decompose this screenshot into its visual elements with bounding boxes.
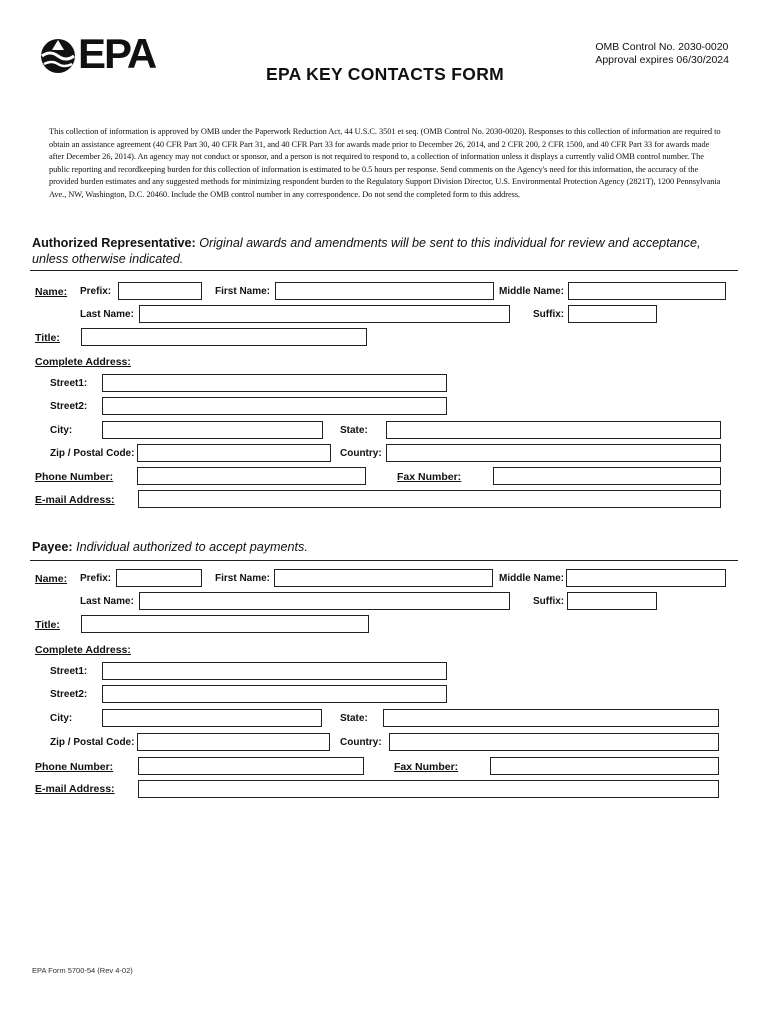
omb-control-number: OMB Control No. 2030-0020	[595, 41, 729, 53]
payee-middle-name-input[interactable]	[566, 569, 726, 587]
payee-state-input[interactable]	[383, 709, 719, 727]
rep-street1-input[interactable]	[102, 374, 447, 392]
payee-street2-input[interactable]	[102, 685, 447, 703]
page-title: EPA KEY CONTACTS FORM	[265, 64, 505, 84]
payee-phone-label: Phone Number:	[35, 761, 114, 773]
payee-email-label: E-mail Address:	[35, 783, 115, 795]
rep-heading: Authorized Representative:	[32, 236, 196, 250]
payee-title-input[interactable]	[81, 615, 369, 633]
rep-name-label: Name:	[35, 286, 68, 298]
form-number-footer: EPA Form 5700-54 (Rev 4-02)	[32, 966, 133, 975]
rep-state-label: State:	[340, 425, 368, 436]
payee-title-label: Title:	[35, 619, 60, 631]
payee-section-heading	[32, 540, 732, 556]
payee-suffix-label: Suffix:	[533, 596, 565, 607]
rep-description: Original awards and amendments will be sent to this individual for review and acceptance, unless otherwise indicated.	[32, 236, 701, 266]
rep-city-label: City:	[50, 425, 73, 436]
payee-city-label: City:	[50, 713, 73, 724]
payee-first-name-label: First Name:	[215, 573, 271, 584]
payee-prefix-input[interactable]	[116, 569, 202, 587]
payee-street2-label: Street2:	[50, 689, 88, 700]
payee-last-name-label: Last Name:	[80, 596, 134, 607]
rep-middle-name-input[interactable]	[568, 282, 726, 300]
rep-phone-input[interactable]	[137, 467, 366, 485]
rep-first-name-input[interactable]	[275, 282, 494, 300]
rep-city-input[interactable]	[102, 421, 323, 439]
rep-suffix-label: Suffix:	[533, 309, 565, 320]
rep-zip-label: Zip / Postal Code:	[50, 448, 135, 459]
payee-country-label: Country:	[340, 737, 382, 748]
payee-name-label: Name:	[35, 573, 68, 585]
rep-prefix-label: Prefix:	[80, 286, 112, 297]
payee-zip-input[interactable]	[137, 733, 330, 751]
payee-first-name-input[interactable]	[274, 569, 493, 587]
payee-description: Individual authorized to accept payments.	[76, 540, 308, 554]
payee-email-input[interactable]	[138, 780, 719, 798]
payee-city-input[interactable]	[102, 709, 322, 727]
payee-suffix-input[interactable]	[567, 592, 657, 610]
rep-last-name-label: Last Name:	[80, 309, 134, 320]
rep-prefix-input[interactable]	[118, 282, 202, 300]
payee-street1-input[interactable]	[102, 662, 447, 680]
rep-first-name-label: First Name:	[215, 286, 271, 297]
payee-middle-name-label: Middle Name:	[499, 573, 565, 584]
payee-prefix-label: Prefix:	[80, 573, 112, 584]
rep-state-input[interactable]	[386, 421, 721, 439]
rep-address-label: Complete Address:	[35, 356, 131, 368]
paperwork-notice: This collection of information is approved by OMB under the Paperwork Reduction Act, 44 U.S.C. 3501 et seq. (OMB Control No. 2030-0020). Responses to this collection of information are required to obtain an assistance agreement (40 CFR Part 30, 40 CFR Part 31, and 40 CFR Part 33 for awards made prior to December 26, 2014, and 2 CFR 200, 2 CFR 1500, and 40 CFR Part 33 for awards made after December 26, 2014). An agency may not conduct or sponsor, and a person is not required to respond to, a collection of information unless it displays a currently valid OMB control number. The public reporting and recordkeeping burden for this collection of information is estimated to be 0.5 hours per response. Send comments on the Agency's need for this information, the accuracy of the provided burden estimates and any suggested methods for minimizing respondent burden to the Regulatory Support Division Director, U.S. Environmental Protection Agency (2821T), 1200 Pennsylvania Ave., NW, Washington, D.C. 20460. Include the OMB control number in any correspondence. Do not send the completed form to this address.	[49, 127, 721, 199]
rep-title-label: Title:	[35, 332, 60, 344]
payee-country-input[interactable]	[389, 733, 719, 751]
rep-email-label: E-mail Address:	[35, 494, 115, 506]
rep-title-input[interactable]	[81, 328, 367, 346]
payee-last-name-input[interactable]	[139, 592, 510, 610]
rep-street1-label: Street1:	[50, 378, 88, 389]
payee-fax-input[interactable]	[490, 757, 719, 775]
rep-middle-name-label: Middle Name:	[499, 286, 565, 297]
rep-street2-label: Street2:	[50, 401, 88, 412]
approval-expiry: Approval expires 06/30/2024	[595, 54, 729, 66]
payee-fax-label: Fax Number:	[394, 761, 459, 773]
rep-fax-label: Fax Number:	[397, 471, 462, 483]
rep-country-input[interactable]	[386, 444, 721, 462]
rep-email-input[interactable]	[138, 490, 721, 508]
payee-phone-input[interactable]	[138, 757, 364, 775]
payee-state-label: State:	[340, 713, 368, 724]
rep-last-name-input[interactable]	[139, 305, 510, 323]
payee-zip-label: Zip / Postal Code:	[50, 737, 135, 748]
payee-heading: Payee:	[32, 540, 73, 554]
payee-street1-label: Street1:	[50, 666, 88, 677]
rep-zip-input[interactable]	[137, 444, 331, 462]
payee-divider	[30, 560, 738, 561]
payee-address-label: Complete Address:	[35, 644, 131, 656]
rep-fax-input[interactable]	[493, 467, 721, 485]
rep-street2-input[interactable]	[102, 397, 447, 415]
rep-section-heading	[32, 236, 732, 267]
rep-phone-label: Phone Number:	[35, 471, 114, 483]
epa-logo-text: EPA	[78, 30, 156, 77]
rep-suffix-input[interactable]	[568, 305, 657, 323]
rep-country-label: Country:	[340, 448, 382, 459]
rep-divider	[30, 270, 738, 271]
